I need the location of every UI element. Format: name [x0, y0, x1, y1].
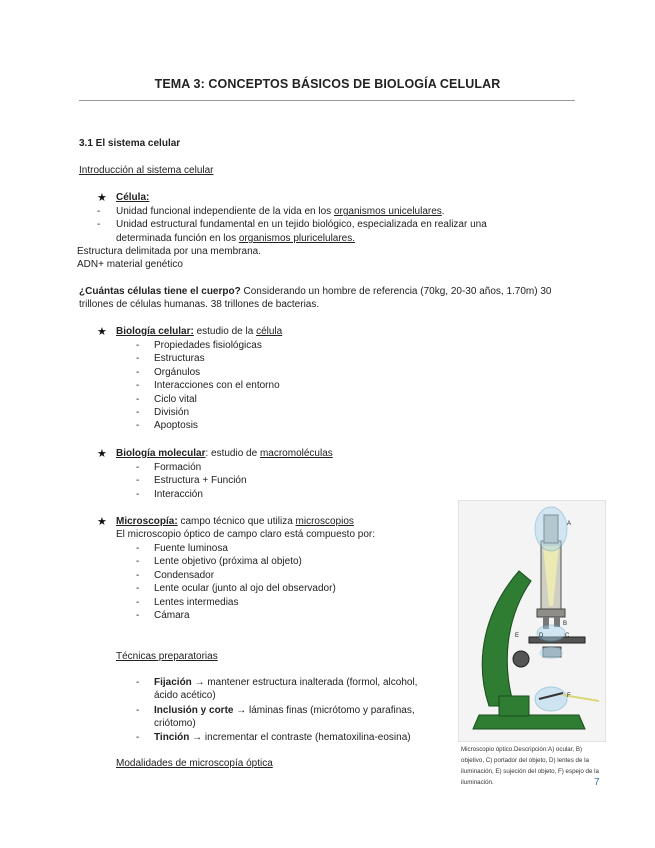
- section-heading: 3.1 El sistema celular: [79, 138, 181, 149]
- microscope-base: [473, 715, 585, 729]
- microscopia-item: Condensador: [154, 570, 215, 581]
- microscopia-intro: El microscopio óptico de campo claro está compuesto por:: [116, 529, 376, 540]
- celula-bullet-1: Unidad funcional independiente de la vida en los organismos unicelulares.: [116, 206, 445, 217]
- microscopia-item: Cámara: [154, 610, 190, 621]
- celula-note-1: Estructura delimitada por una membrana.: [77, 246, 261, 257]
- bio-molecular-item: Formación: [154, 462, 202, 473]
- focus-knob: [513, 651, 529, 667]
- bio-molecular-item: Interacción: [154, 489, 203, 500]
- dash-bullet: -: [136, 597, 140, 608]
- dash-bullet: -: [97, 206, 101, 217]
- dash-bullet: -: [97, 219, 101, 230]
- dash-bullet: -: [136, 705, 140, 716]
- celula-label: Célula:: [116, 192, 150, 203]
- link-macromoleculas[interactable]: macromoléculas: [259, 448, 333, 459]
- dash-bullet: -: [136, 583, 140, 594]
- page-number: 7: [594, 777, 600, 788]
- condenser-highlight: [539, 647, 563, 659]
- label-a: A: [567, 521, 572, 527]
- bio-celular-item: Propiedades fisiológicas: [154, 340, 262, 351]
- tecnica-item: Tinción → incrementar el contraste (hematoxilina-eosina): [154, 732, 411, 743]
- dash-bullet: -: [136, 677, 140, 688]
- microscopia-item: Lente ocular (junto al ojo del observador): [154, 583, 336, 594]
- label-b: B: [563, 621, 568, 627]
- label-e: E: [515, 633, 520, 639]
- dash-bullet: -: [136, 420, 140, 431]
- label-f: F: [567, 693, 571, 699]
- dash-bullet: -: [136, 353, 140, 364]
- title-divider: [79, 100, 575, 101]
- bio-celular-heading: Biología celular: estudio de la célula: [116, 326, 283, 337]
- dash-bullet: -: [136, 475, 140, 486]
- microscopia-item: Fuente luminosa: [154, 543, 228, 554]
- dash-bullet: -: [136, 367, 140, 378]
- intro-heading: Introducción al sistema celular: [79, 165, 214, 176]
- dash-bullet: -: [136, 407, 140, 418]
- microscopia-item: Lentes intermedias: [154, 597, 239, 608]
- star-bullet-icon: ★: [97, 516, 107, 528]
- tecnica-item: Fijación → mantener estructura inalterada (formol, alcohol,: [154, 677, 418, 688]
- question-line-1: ¿Cuántas células tiene el cuerpo? Considerando un hombre de referencia (70kg, 20-30 años, 1.70m) 30: [79, 286, 552, 297]
- microscope-arm: [482, 571, 531, 706]
- link-microscopios[interactable]: microscopios: [295, 516, 354, 527]
- microscope-illustration: [459, 501, 605, 741]
- celula-bullet-2: Unidad estructural fundamental en un tejido biológico, especializada en realizar una: [116, 219, 487, 230]
- link-organismos-unicelulares[interactable]: organismos unicelulares: [333, 206, 442, 217]
- dash-bullet: -: [136, 394, 140, 405]
- microscopia-heading: Microscopía: campo técnico que utiliza microscopios: [116, 516, 354, 527]
- dash-bullet: -: [136, 462, 140, 473]
- label-d: D: [539, 633, 544, 639]
- dash-bullet: -: [136, 732, 140, 743]
- tecnica-item-cont: ácido acético): [154, 690, 216, 701]
- star-bullet-icon: ★: [97, 326, 107, 338]
- tecnica-item-cont: criótomo): [154, 718, 196, 729]
- bio-molecular-item: Estructura + Función: [154, 475, 247, 486]
- bio-celular-item: Apoptosis: [154, 420, 198, 431]
- dash-bullet: -: [136, 543, 140, 554]
- microscope-figure: [458, 500, 606, 742]
- label-c: C: [565, 633, 570, 639]
- link-organismos-pluricelulares[interactable]: organismos pluricelulares.: [238, 233, 356, 244]
- tecnica-item: Inclusión y corte → láminas finas (micrótomo y parafinas,: [154, 705, 415, 716]
- star-bullet-icon: ★: [97, 192, 107, 204]
- ocular-highlight: [535, 507, 567, 551]
- celula-note-2: ADN+ material genético: [77, 259, 183, 270]
- bio-celular-item: División: [154, 407, 190, 418]
- tecnicas-heading: Técnicas preparatorias: [116, 651, 218, 662]
- dash-bullet: -: [136, 380, 140, 391]
- dash-bullet: -: [136, 570, 140, 581]
- bio-celular-item: Estructuras: [154, 353, 205, 364]
- bio-molecular-heading: Biología molecular: estudio de macromoléculas: [116, 448, 333, 459]
- bio-celular-item: Orgánulos: [154, 367, 201, 378]
- page-title: TEMA 3: CONCEPTOS BÁSICOS DE BIOLOGÍA CELULAR: [154, 77, 501, 91]
- link-celula[interactable]: célula: [256, 326, 283, 337]
- nosepiece: [537, 609, 565, 617]
- bio-celular-item: Interacciones con el entorno: [154, 380, 280, 391]
- dash-bullet: -: [136, 556, 140, 567]
- star-bullet-icon: ★: [97, 448, 107, 460]
- microscopia-item: Lente objetivo (próxima al objeto): [154, 556, 302, 567]
- modalidades-heading: Modalidades de microscopía óptica: [116, 758, 273, 769]
- dash-bullet: -: [136, 489, 140, 500]
- figure-caption: Microscopio óptico.Descripción:A) ocular, B) objetivo, C) portador del objeto, D) lentes de la iluminación, E) sujeción del objeto, F) espejo de la iluminación.: [461, 746, 599, 786]
- microscope-pillar: [499, 696, 529, 716]
- celula-bullet-2-cont: determinada función en los organismos pluricelulares.: [116, 233, 356, 244]
- dash-bullet: -: [136, 610, 140, 621]
- bio-celular-item: Ciclo vital: [154, 394, 197, 405]
- question-line-2: trillones de células humanas. 38 trillones de bacterias.: [79, 299, 320, 310]
- dash-bullet: -: [136, 340, 140, 351]
